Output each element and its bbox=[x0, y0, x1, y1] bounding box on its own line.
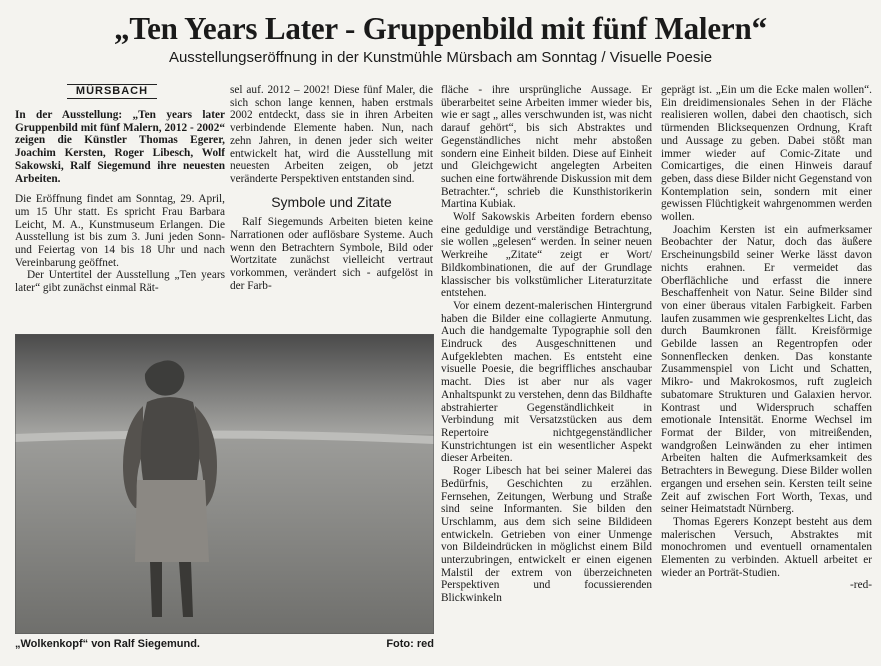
body-paragraph: Roger Libesch hat bei seiner Malerei das Bedürfnis, Geschichten zu erzählen. Fernsehen, Zeitungen, Werbung und Straße sind seine Informanten. Sie bilden den Urschlamm, aus dem sich seine Bildideen entwickeln. Getrieben von einer Unmenge von Bildeindrücken in möglichst einem Bild unterzubringen, entwickelt er einen eigenen Malstil der extrem von überzeichneten Perspektiven und focussierenden Blickwinkeln bbox=[441, 465, 652, 605]
body-paragraph: Joachim Kersten ist ein aufmerksamer Beobachter der Natur, doch das äußere Erscheinungsbild seiner Werke lässt davon nichts erahnen. Er vermeidet das Oberflächliche und erfasst die innere Beschaffenheit von Natur. Seine Bilder sind von einer überaus vitalen Farbigkeit. Farben laufen zusammen wie gesprenkeltes Licht, das durch Baumkronen fällt. Kreisförmige Gebilde lassen an Regentropfen oder Sonnenflecken denken. Das konstante Zusammenspiel von Licht und Schatten, Mikro- und Makrokosmos, ruft zugleich subatomare Strukturen und Galaxien hervor. Kontrast und Widerspruch schaffen emotionale Intensität. Enorme Wechsel im Format der Bilder, von mitreißenden, wandgroßen Leinwänden zu eher intimen Arbeiten halten die Aufmerksamkeit des Betrachters in Bewegung. Diese Bilder wollen ergangen und ersehen sein. Kersten teilt seine Zeit auf zwischen Fort Worth, Texas, und seiner Heimatstadt Nürnberg. bbox=[661, 223, 872, 516]
headline: „Ten Years Later - Gruppenbild mit fünf Malern“ bbox=[114, 10, 767, 46]
photo-credit: Foto: red bbox=[386, 638, 434, 650]
body-paragraph: geprägt ist. „Ein um die Ecke malen wollen“. Ein dreidimensionales Sehen in der Fläche realisieren wollen, dabei den chaotisch, sich türmenden Blicksequenzen Ordnung, Kraft und Aussage zu geben. Dabei stößt man immer wieder auf Comic-Zitate und Comicartiges, die einen Hinweis darauf geben, dass diese Bilder nicht Gegenstand von Kontemplation sein, sondern mit einer gewissen Flüchtigkeit wahrgenommen werden wollen. bbox=[661, 84, 872, 224]
body-paragraph: Ralf Siegemunds Arbeiten bieten keine Narrationen oder auflösbare Systeme. Auch wenn den Betrachtern Symbole, Bild oder Wortzitate zunächst vielleicht vertraut vorkommen, verändert sich - aufgelöst in der Farb- bbox=[230, 216, 433, 292]
body-paragraph: Die Eröffnung findet am Sonntag, 29. April, um 15 Uhr statt. Es spricht Frau Barbara Leicht, M. A., Kunstmuseum Erlangen. Die Ausstellung ist bis zum 3. Juni jeden Sonn- und Feiertag von 14 bis 18 Uhr und nach Vereinbarung geöffnet. bbox=[15, 193, 225, 269]
body-paragraph: Thomas Egerers Konzept besteht aus dem malerischen Versuch, Abstraktes mit monochromen und eventuell ornamentalen Elementen zu verbinden. Aktuell arbeitet er wieder an Porträt-Studien. bbox=[661, 515, 872, 579]
body-paragraph: fläche - ihre ursprüngliche Aussage. Er überarbeitet seine Arbeiten immer wieder bis, wie er sagt „ alles verschwunden ist, was nicht darauf gehört“, bis sich Abstraktes und Gegenständliches nicht mehr abstoßen sondern eine Einheit bilden. Diese auf Einheit und Gleichgewicht angelegten Arbeiten suchen eine fortwährende Diskussion mit dem Betrachter.“, schrieb die Kunsthistorikerin Martina Kubiak. bbox=[441, 84, 652, 211]
body-paragraph: Vor einem dezent-malerischen Hintergrund haben die Bilder eine collagierte Anmutung. Auch die handgemalte Typographie soll den Eindruck des Ausgeschnittenen und Aufgeklebten machen. Es entsteht eine visuelle Poesie, die begriffliches anschaubar macht. Dies ist aber nur als vager Anhaltspunkt zu verstehen, denn das Bildhafte abstrahierter Gegenständlichkeit in Verbindung mit Versatzstücken aus dem Repertoire nichtgegenständlicher Kunstrichtungen ist ein wesentlicher Aspekt dieser Arbeiten. bbox=[441, 299, 652, 465]
column-2 bbox=[230, 84, 433, 334]
section-heading: Symbole und Zitate bbox=[271, 193, 392, 210]
column-4 bbox=[661, 84, 872, 664]
column-1 bbox=[15, 84, 225, 334]
caption-text: „Wolkenkopf“ von Ralf Siegemund. bbox=[15, 638, 200, 650]
lead-paragraph: In der Ausstellung: „Ten years later Gruppenbild mit fünf Malern, 2012 - 2002“ zeigen die Künstler Thomas Egerer, Joachim Kersten, Roger Libesch, Wolf Sakowski, Ralf Siegemund ihre neuesten Arbeiten. bbox=[15, 109, 225, 185]
byline: -red- bbox=[850, 579, 872, 592]
subheadline: Ausstellungseröffnung in der Kunstmühle Mürsbach am Sonntag / Visuelle Poesie bbox=[168, 49, 713, 66]
body-paragraph: Wolf Sakowskis Arbeiten fordern ebenso eine geduldige und verständige Betrachtung, sie wollen „gelesen“ werden. In seiner neuen Werkreihe „Zitate“ zeigt er Wort/ Bildkombinationen, die auf der Grundlage klassischer bis volkstümlicher Literaturzitate entstehen. bbox=[441, 211, 652, 300]
column-3 bbox=[441, 84, 652, 664]
painting-photo bbox=[15, 334, 434, 634]
dateline: MÜRSBACH bbox=[67, 84, 157, 99]
photo-caption bbox=[15, 638, 434, 650]
body-paragraph: sel auf. 2012 – 2002! Diese fünf Maler, die sich schon lange kennen, haben erstmals 2002 entdeckt, dass sie in ihren Arbeiten verbindende Elemente haben. Nun, nach zehn Jahren, in denen jeder sich weiter entwickelt hat, wird die Ausstellung mit neuesten Arbeiten zeigen, ob jetzt veränderte Perspektiven entstanden sind. bbox=[230, 84, 433, 185]
body-paragraph: Der Untertitel der Ausstellung „Ten years later“ gibt zunächst einmal Rät- bbox=[15, 269, 225, 295]
